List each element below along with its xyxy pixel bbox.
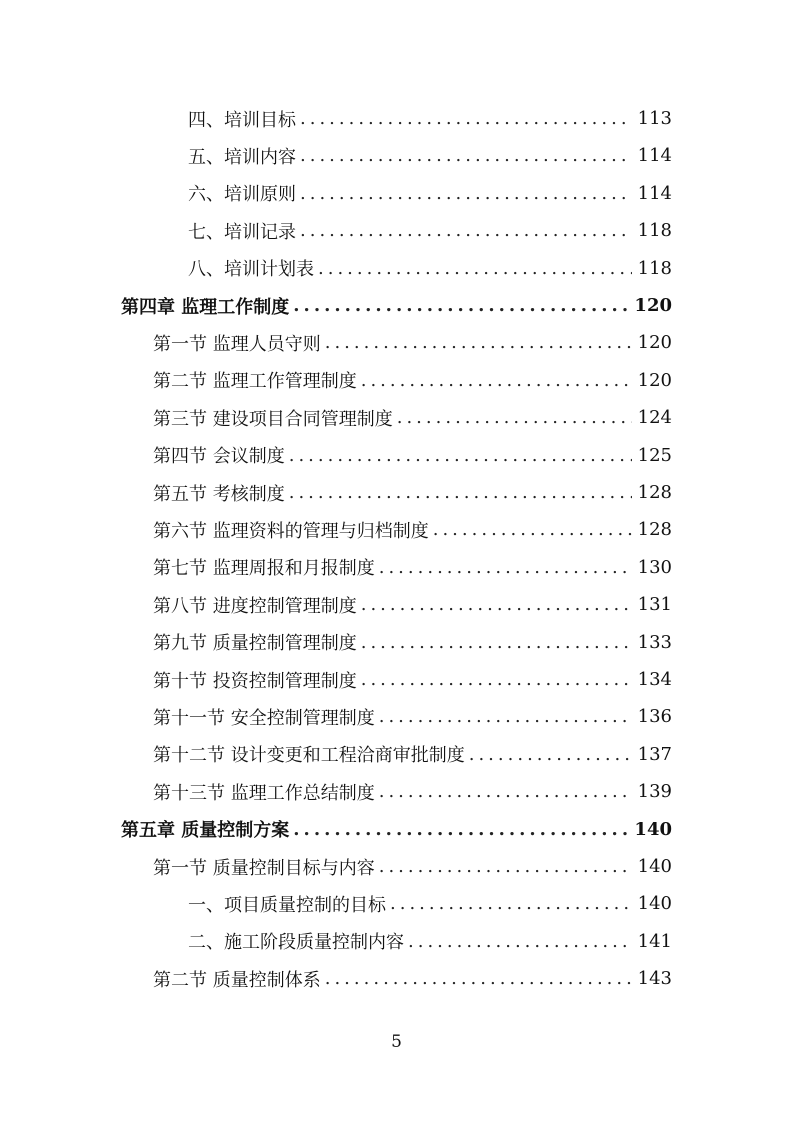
toc-entry-page: 140 — [637, 856, 672, 877]
toc-entry-label: 六、培训原则 — [188, 184, 296, 206]
toc-entry-page: 136 — [637, 706, 672, 728]
toc-entry-label: 第十一节 安全控制管理制度 — [153, 707, 375, 729]
dot-leader — [379, 856, 632, 877]
dot-leader — [408, 931, 632, 952]
dot-leader — [300, 108, 632, 129]
toc-section-entry[interactable] — [153, 773, 672, 810]
toc-entry-page: 137 — [637, 743, 672, 765]
dot-leader — [289, 482, 632, 503]
toc-entry-page: 124 — [637, 407, 672, 429]
toc-section-entry[interactable] — [153, 624, 672, 661]
dot-leader — [289, 445, 632, 466]
dot-leader — [300, 220, 632, 241]
toc-entry-page: 140 — [637, 893, 672, 915]
page-number: 5 — [391, 1032, 402, 1052]
toc-subsection-entry[interactable] — [188, 250, 672, 287]
dot-leader — [379, 557, 632, 578]
toc-entry-page: 120 — [637, 332, 672, 354]
toc-entry-label: 五、培训内容 — [188, 146, 296, 168]
toc-entry-label: 二、施工阶段质量控制内容 — [188, 932, 404, 954]
toc-entry-page: 128 — [637, 519, 672, 541]
toc-subsection-entry[interactable] — [188, 923, 672, 960]
toc-entry-page: 120 — [634, 295, 672, 316]
toc-section-entry[interactable] — [153, 848, 672, 885]
toc-entry-label: 第一节 质量控制目标与内容 — [153, 857, 375, 879]
dot-leader — [361, 632, 632, 653]
toc-entry-label: 第八节 进度控制管理制度 — [153, 595, 357, 617]
toc-entry-label: 第六节 监理资料的管理与归档制度 — [153, 520, 429, 542]
toc-subsection-entry[interactable] — [188, 212, 672, 249]
toc-section-entry[interactable] — [153, 362, 672, 399]
toc-entry-page: 128 — [637, 482, 672, 503]
dot-leader — [469, 744, 632, 765]
toc-entry-page: 113 — [637, 108, 672, 129]
toc-entry-page: 130 — [637, 556, 672, 578]
toc-entry-page: 140 — [634, 818, 672, 840]
toc-entry-page: 143 — [637, 968, 672, 990]
dot-leader — [361, 370, 632, 391]
toc-entry-page: 139 — [637, 781, 672, 803]
toc-entry-label: 第二节 质量控制体系 — [153, 969, 321, 991]
dot-leader — [300, 145, 632, 166]
toc-entry-page: 120 — [637, 369, 672, 391]
dot-leader — [361, 594, 632, 615]
toc-entry-label: 第二节 监理工作管理制度 — [153, 371, 357, 393]
toc-entry-page: 125 — [637, 444, 672, 466]
toc-entry-label: 第三节 建设项目合同管理制度 — [153, 408, 393, 430]
toc-entry-page: 118 — [637, 220, 672, 242]
toc-entry-label: 第五节 考核制度 — [153, 483, 285, 505]
toc-section-entry[interactable] — [153, 960, 672, 997]
toc-entry-label: 第四节 会议制度 — [153, 446, 285, 468]
dot-leader — [293, 295, 628, 316]
toc-entry-page: 131 — [637, 594, 672, 616]
toc-entry-label: 第一节 监理人员守则 — [153, 333, 321, 355]
toc-section-entry[interactable] — [153, 661, 672, 698]
toc-section-entry[interactable] — [153, 511, 672, 548]
toc-entry-label: 第五章 质量控制方案 — [121, 820, 290, 842]
dot-leader — [325, 968, 632, 989]
dot-leader — [379, 706, 632, 727]
toc-section-entry[interactable] — [153, 549, 672, 586]
toc-section-entry[interactable] — [153, 698, 672, 735]
toc-entry-label: 七、培训记录 — [188, 221, 296, 243]
toc-entry-page: 114 — [637, 145, 672, 167]
toc-entry-page: 114 — [637, 182, 672, 204]
toc-subsection-entry[interactable] — [188, 175, 672, 212]
toc-section-entry[interactable] — [153, 586, 672, 623]
toc-entry-label: 第九节 质量控制管理制度 — [153, 633, 357, 655]
toc-entry-label: 八、培训计划表 — [188, 259, 314, 281]
toc-section-entry[interactable] — [153, 437, 672, 474]
toc-entry-page: 141 — [637, 930, 672, 952]
toc-section-entry[interactable] — [153, 324, 672, 361]
toc-chapter-entry[interactable] — [121, 811, 672, 848]
dot-leader — [397, 407, 632, 428]
toc-entry-label: 第十节 投资控制管理制度 — [153, 670, 357, 692]
toc-entry-label: 第四章 监理工作制度 — [121, 296, 290, 318]
dot-leader — [300, 183, 632, 204]
toc-subsection-entry[interactable] — [188, 100, 672, 137]
toc-entry-label: 第十三节 监理工作总结制度 — [153, 782, 375, 804]
dot-leader — [361, 669, 632, 690]
dot-leader — [433, 519, 632, 540]
dot-leader — [379, 781, 632, 802]
toc-chapter-entry[interactable] — [121, 287, 672, 324]
toc-entry-label: 一、项目质量控制的目标 — [188, 894, 386, 916]
toc-entry-label: 第十二节 设计变更和工程洽商审批制度 — [153, 745, 465, 767]
toc-entry-page: 118 — [637, 257, 672, 279]
toc-section-entry[interactable] — [153, 736, 672, 773]
dot-leader — [293, 819, 628, 840]
dot-leader — [390, 893, 632, 914]
dot-leader — [318, 258, 632, 279]
toc-entry-page: 134 — [637, 669, 672, 690]
toc-entry-label: 第七节 监理周报和月报制度 — [153, 558, 375, 580]
toc-section-entry[interactable] — [153, 474, 672, 511]
toc-subsection-entry[interactable] — [188, 885, 672, 922]
toc-section-entry[interactable] — [153, 399, 672, 436]
dot-leader — [325, 332, 632, 353]
toc-subsection-entry[interactable] — [188, 137, 672, 174]
toc-entry-label: 四、培训目标 — [188, 109, 296, 131]
toc-entry-page: 133 — [637, 631, 672, 653]
